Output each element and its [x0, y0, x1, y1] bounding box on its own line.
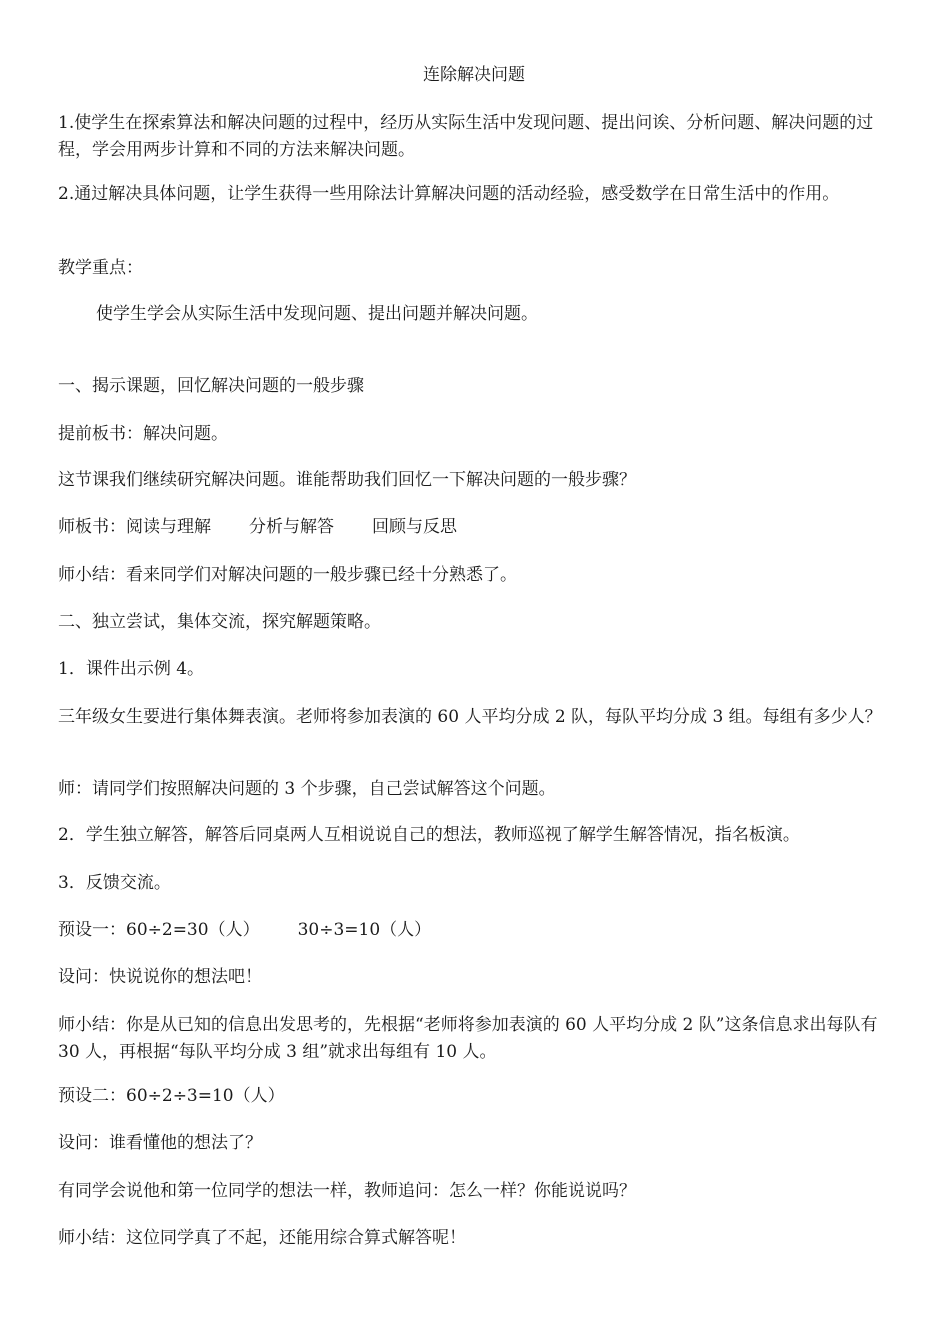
summary-1: 师小结：看来同学们对解决问题的一般步骤已经十分熟悉了。	[58, 565, 517, 585]
intro-question: 这节课我们继续研究解决问题。谁能帮助我们回忆一下解决问题的一般步骤？	[58, 470, 636, 490]
item-3: 3．反馈交流。	[58, 873, 171, 893]
board-steps	[58, 514, 890, 541]
item-2: 2．学生独立解答，解答后同桌两人互相说说自己的想法，教师巡视了解学生解答情况，指名板演。	[58, 825, 800, 845]
board-title: 提前板书：解决问题。	[58, 424, 228, 444]
question-1: 设问：快说说你的想法吧！	[58, 967, 262, 987]
preset-1-step-1: 预设一：60÷2=30（人）	[58, 920, 260, 940]
section-2-heading: 二、独立尝试，集体交流，探究解题策略。	[58, 612, 381, 632]
preset-2: 预设二：60÷2÷3=10（人）	[58, 1086, 285, 1106]
summary-3: 师小结：这位同学真了不起，还能用综合算式解答呢！	[58, 1228, 466, 1248]
example-problem: 三年级女生要进行集体舞表演。老师将参加表演的 60 人平均分成 2 队，每队平均分成 3 组。每组有多少人？	[58, 707, 882, 727]
key-point-heading: 教学重点：	[58, 258, 143, 278]
followup: 有同学会说他和第一位同学的想法一样，教师追问：怎么一样？你能说说吗？	[58, 1181, 636, 1201]
board-step-2: 分析与解答	[249, 517, 334, 537]
preset-1-step-2: 30÷3=10（人）	[297, 920, 432, 940]
teacher-prompt: 师：请同学们按照解决问题的 3 个步骤，自己尝试解答这个问题。	[58, 779, 556, 799]
objective-1: 1.使学生在探索算法和解决问题的过程中，经历从实际生活中发现问题、提出问诶、分析问题、解决问题的过程，学会用两步计算和不同的方法来解决问题。	[58, 113, 874, 160]
key-point-text: 使学生学会从实际生活中发现问题、提出问题并解决问题。	[96, 304, 538, 324]
section-1-heading: 一、揭示课题，回忆解决问题的一般步骤	[58, 376, 364, 396]
summary-2: 师小结：你是从已知的信息出发思考的，先根据“老师将参加表演的 60 人平均分成 2 队”这条信息求出每队有 30 人，再根据“每队平均分成 3 组”就求出每组有 10 人。	[58, 1015, 878, 1062]
item-1: 1．课件出示例 4。	[58, 659, 205, 679]
board-step-3: 回顾与反思	[372, 517, 457, 537]
document-title: 连除解决问题	[423, 65, 525, 85]
question-2: 设问：谁看懂他的想法了？	[58, 1133, 262, 1153]
preset-1	[58, 917, 890, 944]
board-step-1: 师板书：阅读与理解	[58, 517, 211, 537]
objective-2: 2.通过解决具体问题，让学生获得一些用除法计算解决问题的活动经验，感受数学在日常生活中的作用。	[58, 184, 840, 204]
